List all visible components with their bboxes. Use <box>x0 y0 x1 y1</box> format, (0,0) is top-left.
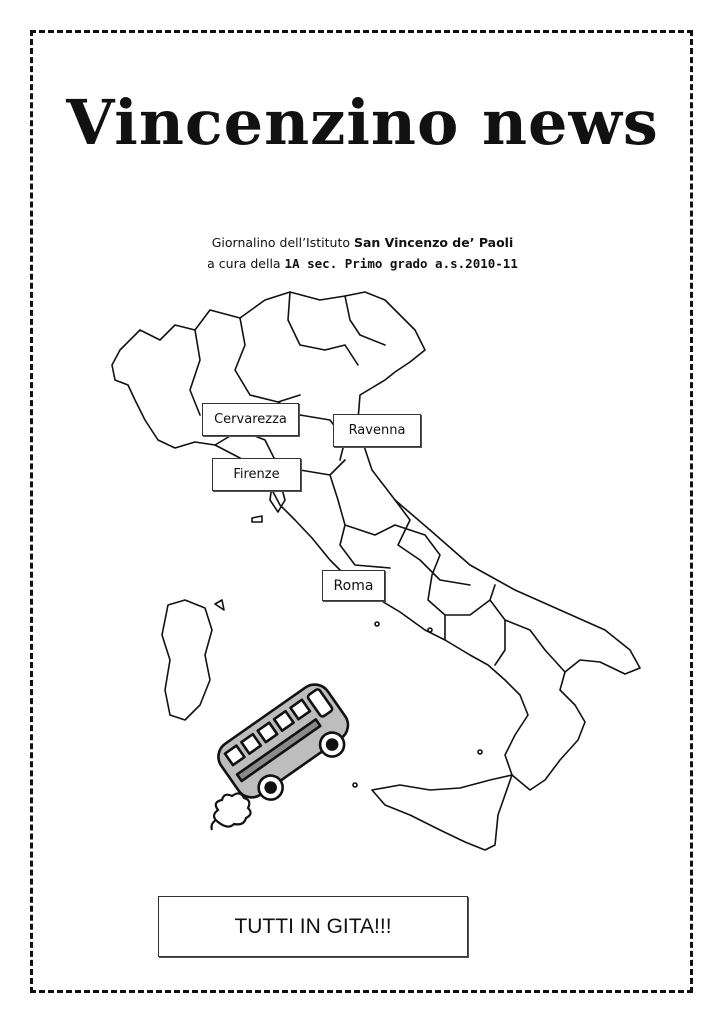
trip-banner: TUTTI IN GITA!!! <box>158 896 468 957</box>
label-ravenna <box>333 414 421 447</box>
mainland-outline <box>112 292 640 790</box>
label-cervarezza-text: Cervarezza <box>214 412 287 427</box>
subtitle-line-1-prefix: Giornalino dell’Istituto <box>211 235 354 250</box>
label-cervarezza <box>202 403 299 436</box>
subtitle-line-2-prefix: a cura della <box>207 256 285 271</box>
label-roma-text: Roma <box>333 577 374 594</box>
label-firenze-text: Firenze <box>233 467 280 482</box>
sicily-outline <box>372 775 512 850</box>
newspaper-title: Vincenzino news <box>66 86 659 159</box>
label-ravenna-text: Ravenna <box>348 423 406 438</box>
exhaust-smoke-icon <box>212 793 251 830</box>
school-name: San Vincenzo de’ Paoli <box>353 235 514 250</box>
bus-illustration <box>200 672 365 842</box>
class-year: 1A sec. Primo grado a.s.2010-11 <box>284 256 518 271</box>
label-firenze <box>212 458 301 491</box>
label-roma <box>322 570 385 601</box>
